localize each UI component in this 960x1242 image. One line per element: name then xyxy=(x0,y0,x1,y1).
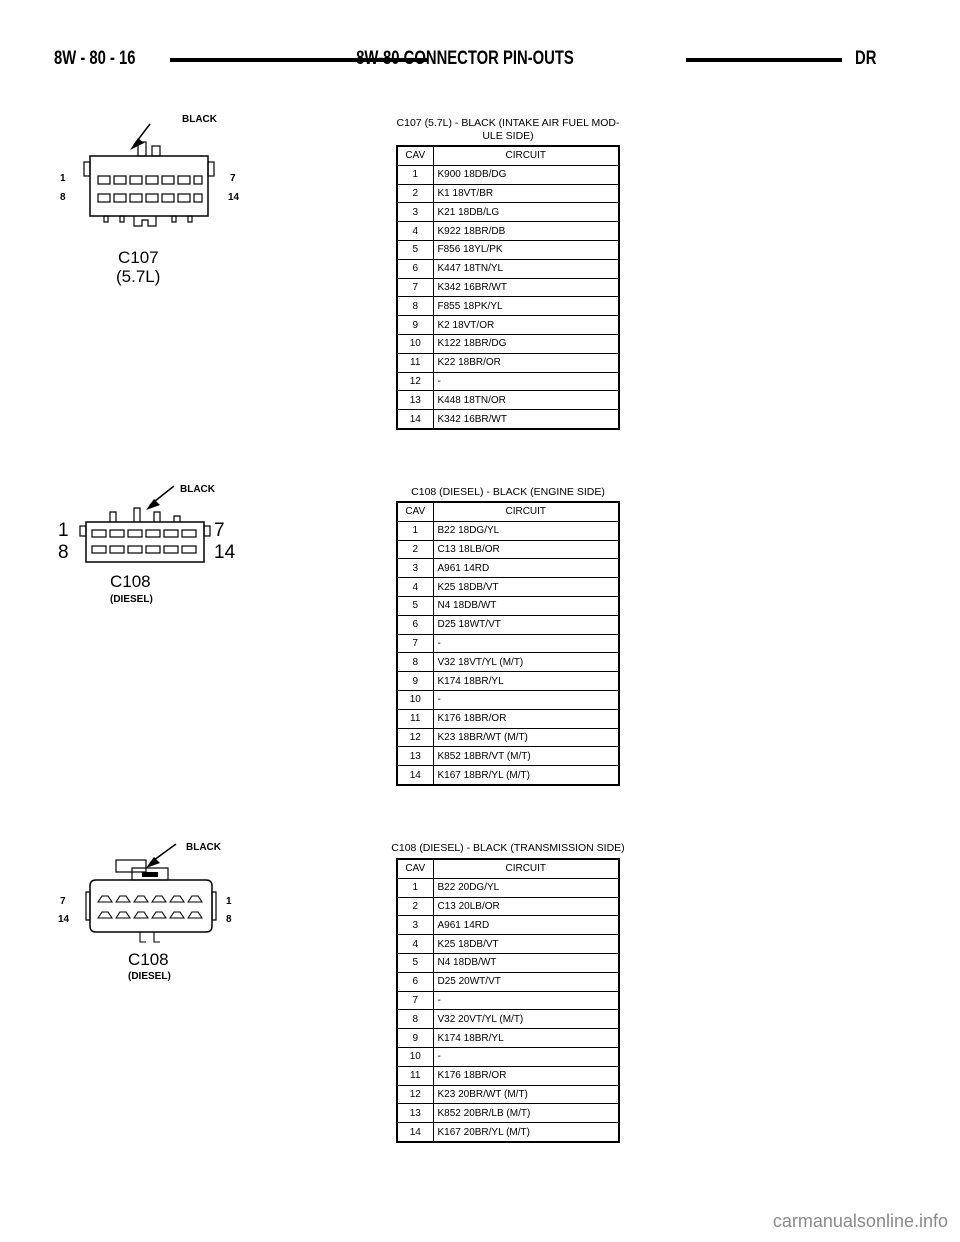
circuit-cell: A961 14RD xyxy=(433,559,619,578)
table-title xyxy=(370,486,646,499)
color-label: BLACK xyxy=(182,114,217,125)
table-row xyxy=(397,334,619,353)
cav-cell: 8 xyxy=(397,653,433,672)
table-row xyxy=(397,916,619,935)
circuit-cell: F855 18PK/YL xyxy=(433,297,619,316)
table-row xyxy=(397,747,619,766)
table-row xyxy=(397,184,619,203)
circuit-cell: K922 18BR/DB xyxy=(433,222,619,241)
pinout-table-c107 xyxy=(396,145,620,430)
page-number: 8W - 80 - 16 xyxy=(54,48,136,69)
cav-cell: 14 xyxy=(397,1123,433,1142)
cav-cell: 1 xyxy=(397,165,433,184)
header-circuit: CIRCUIT xyxy=(433,859,619,878)
cav-cell: 5 xyxy=(397,240,433,259)
connector-name: C108 xyxy=(110,572,151,591)
pin-label-bottom-left: 14 xyxy=(58,914,70,925)
connector-c108-transmission-diagram xyxy=(54,838,264,988)
section-code: DR xyxy=(854,48,876,69)
table-header-row xyxy=(397,502,619,521)
header-cav: CAV xyxy=(397,859,433,878)
circuit-cell: C13 18LB/OR xyxy=(433,540,619,559)
table-row xyxy=(397,672,619,691)
cav-cell: 7 xyxy=(397,991,433,1010)
circuit-cell: K174 18BR/YL xyxy=(433,672,619,691)
table-row xyxy=(397,991,619,1010)
cav-cell: 2 xyxy=(397,897,433,916)
cav-cell: 13 xyxy=(397,391,433,410)
table-row xyxy=(397,953,619,972)
circuit-cell: N4 18DB/WT xyxy=(433,953,619,972)
pin-label-top-left: 1 xyxy=(60,173,66,184)
table-row xyxy=(397,372,619,391)
circuit-cell: B22 20DG/YL xyxy=(433,878,619,897)
table-row xyxy=(397,222,619,241)
circuit-cell: K900 18DB/DG xyxy=(433,165,619,184)
circuit-cell: K342 16BR/WT xyxy=(433,410,619,429)
circuit-cell: B22 18DG/YL xyxy=(433,521,619,540)
table-row xyxy=(397,1085,619,1104)
header-circuit: CIRCUIT xyxy=(433,502,619,521)
cav-cell: 12 xyxy=(397,372,433,391)
table-row xyxy=(397,1066,619,1085)
color-label: BLACK xyxy=(186,842,221,853)
circuit-cell: K447 18TN/YL xyxy=(433,259,619,278)
pin-label-bottom-left: 8 xyxy=(58,542,69,563)
table-row xyxy=(397,709,619,728)
table-row xyxy=(397,165,619,184)
circuit-cell: - xyxy=(433,1047,619,1066)
watermark: carmanualsonline.info xyxy=(772,1211,948,1231)
circuit-cell: K122 18BR/DG xyxy=(433,334,619,353)
circuit-cell: D25 18WT/VT xyxy=(433,615,619,634)
table-row xyxy=(397,278,619,297)
cav-cell: 14 xyxy=(397,410,433,429)
header-cav: CAV xyxy=(397,146,433,165)
table-header-row xyxy=(397,859,619,878)
circuit-cell: V32 20VT/YL (M/T) xyxy=(433,1010,619,1029)
header-circuit: CIRCUIT xyxy=(433,146,619,165)
circuit-cell: K2 18VT/OR xyxy=(433,316,619,335)
circuit-cell: D25 20WT/VT xyxy=(433,972,619,991)
cav-cell: 3 xyxy=(397,916,433,935)
table-row xyxy=(397,615,619,634)
circuit-cell: K852 20BR/LB (M/T) xyxy=(433,1104,619,1123)
circuit-cell: K167 18BR/YL (M/T) xyxy=(433,766,619,785)
table-row xyxy=(397,1047,619,1066)
table-row xyxy=(397,1029,619,1048)
circuit-cell: K21 18DB/LG xyxy=(433,203,619,222)
header-rule-right xyxy=(686,58,842,62)
table-row xyxy=(397,578,619,597)
table-row xyxy=(397,391,619,410)
cav-cell: 3 xyxy=(397,559,433,578)
cav-cell: 13 xyxy=(397,1104,433,1123)
cav-cell: 1 xyxy=(397,878,433,897)
table-row xyxy=(397,410,619,429)
table-row xyxy=(397,878,619,897)
table-title xyxy=(370,117,646,143)
table-row xyxy=(397,972,619,991)
cav-cell: 8 xyxy=(397,297,433,316)
cav-cell: 11 xyxy=(397,1066,433,1085)
table-row xyxy=(397,1123,619,1142)
circuit-cell: K852 18BR/VT (M/T) xyxy=(433,747,619,766)
table-row xyxy=(397,259,619,278)
table-row xyxy=(397,203,619,222)
connector-subname: (5.7L) xyxy=(116,267,161,286)
pin-label-top-right: 7 xyxy=(230,173,236,184)
table-row xyxy=(397,596,619,615)
cav-cell: 1 xyxy=(397,521,433,540)
table-row xyxy=(397,559,619,578)
cav-cell: 7 xyxy=(397,634,433,653)
pin-label-top-left: 1 xyxy=(58,520,69,541)
circuit-cell: K23 20BR/WT (M/T) xyxy=(433,1085,619,1104)
table-title-line1: C107 (5.7L) - BLACK (INTAKE AIR FUEL MOD- xyxy=(396,117,620,129)
cav-cell: 2 xyxy=(397,184,433,203)
pin-label-bottom-right: 14 xyxy=(228,192,240,203)
cav-cell: 13 xyxy=(397,747,433,766)
connector-subname: (DIESEL) xyxy=(128,971,171,982)
page-header xyxy=(54,44,876,74)
cav-cell: 9 xyxy=(397,672,433,691)
cav-cell: 4 xyxy=(397,222,433,241)
pin-label-bottom-right: 8 xyxy=(226,914,232,925)
table-row xyxy=(397,521,619,540)
circuit-cell: - xyxy=(433,690,619,709)
table-row xyxy=(397,297,619,316)
table-title-line2: ULE SIDE) xyxy=(482,130,534,142)
table-row xyxy=(397,690,619,709)
cav-cell: 8 xyxy=(397,1010,433,1029)
connector-c107-diagram xyxy=(54,110,264,290)
circuit-cell: K25 18DB/VT xyxy=(433,578,619,597)
pin-label-bottom-right: 14 xyxy=(214,542,236,563)
table-row xyxy=(397,935,619,954)
circuit-cell: N4 18DB/WT xyxy=(433,596,619,615)
cav-cell: 5 xyxy=(397,596,433,615)
header-cav: CAV xyxy=(397,502,433,521)
circuit-cell: A961 14RD xyxy=(433,916,619,935)
table-row xyxy=(397,353,619,372)
table-header-row xyxy=(397,146,619,165)
connector-name: C108 xyxy=(128,950,169,969)
cav-cell: 9 xyxy=(397,1029,433,1048)
cav-cell: 6 xyxy=(397,259,433,278)
cav-cell: 12 xyxy=(397,728,433,747)
table-row xyxy=(397,653,619,672)
cav-cell: 12 xyxy=(397,1085,433,1104)
connector-subname: (DIESEL) xyxy=(110,594,153,605)
connector-name: C107 xyxy=(118,248,159,267)
circuit-cell: K176 18BR/OR xyxy=(433,709,619,728)
table-row xyxy=(397,897,619,916)
pinout-table-c108-engine xyxy=(396,501,620,786)
table-row xyxy=(397,540,619,559)
cav-cell: 6 xyxy=(397,972,433,991)
table-row xyxy=(397,728,619,747)
circuit-cell: K1 18VT/BR xyxy=(433,184,619,203)
pinout-table-c108-transmission xyxy=(396,858,620,1143)
circuit-cell: F856 18YL/PK xyxy=(433,240,619,259)
table-title-line1: C108 (DIESEL) - BLACK (ENGINE SIDE) xyxy=(411,486,605,498)
circuit-cell: K342 16BR/WT xyxy=(433,278,619,297)
pin-label-top-right: 7 xyxy=(214,520,225,541)
circuit-cell: K167 20BR/YL (M/T) xyxy=(433,1123,619,1142)
table-row xyxy=(397,240,619,259)
cav-cell: 10 xyxy=(397,1047,433,1066)
cav-cell: 11 xyxy=(397,709,433,728)
cav-cell: 10 xyxy=(397,334,433,353)
circuit-cell: - xyxy=(433,634,619,653)
circuit-cell: - xyxy=(433,991,619,1010)
cav-cell: 9 xyxy=(397,316,433,335)
cav-cell: 14 xyxy=(397,766,433,785)
cav-cell: 5 xyxy=(397,953,433,972)
circuit-cell: K176 18BR/OR xyxy=(433,1066,619,1085)
table-row xyxy=(397,1010,619,1029)
cav-cell: 7 xyxy=(397,278,433,297)
table-title-line1: C108 (DIESEL) - BLACK (TRANSMISSION SIDE) xyxy=(391,842,625,854)
circuit-cell: K23 18BR/WT (M/T) xyxy=(433,728,619,747)
circuit-cell: - xyxy=(433,372,619,391)
color-label: BLACK xyxy=(180,484,215,495)
connector-c108-engine-diagram xyxy=(54,480,264,610)
pin-label-top-right: 1 xyxy=(226,896,232,907)
connector-c108-transmission-drawing xyxy=(54,838,264,953)
page-title: 8W-80 CONNECTOR PIN-OUTS xyxy=(356,48,574,69)
circuit-cell: K25 18DB/VT xyxy=(433,935,619,954)
cav-cell: 11 xyxy=(397,353,433,372)
table-title xyxy=(370,842,646,855)
table-row xyxy=(397,316,619,335)
cav-cell: 4 xyxy=(397,578,433,597)
pin-label-bottom-left: 8 xyxy=(60,192,66,203)
table-row xyxy=(397,634,619,653)
cav-cell: 2 xyxy=(397,540,433,559)
table-row xyxy=(397,1104,619,1123)
circuit-cell: K22 18BR/OR xyxy=(433,353,619,372)
cav-cell: 4 xyxy=(397,935,433,954)
circuit-cell: K174 18BR/YL xyxy=(433,1029,619,1048)
cav-cell: 6 xyxy=(397,615,433,634)
circuit-cell: V32 18VT/YL (M/T) xyxy=(433,653,619,672)
circuit-cell: C13 20LB/OR xyxy=(433,897,619,916)
cav-cell: 3 xyxy=(397,203,433,222)
circuit-cell: K448 18TN/OR xyxy=(433,391,619,410)
table-row xyxy=(397,766,619,785)
pin-label-top-left: 7 xyxy=(60,896,66,907)
cav-cell: 10 xyxy=(397,690,433,709)
